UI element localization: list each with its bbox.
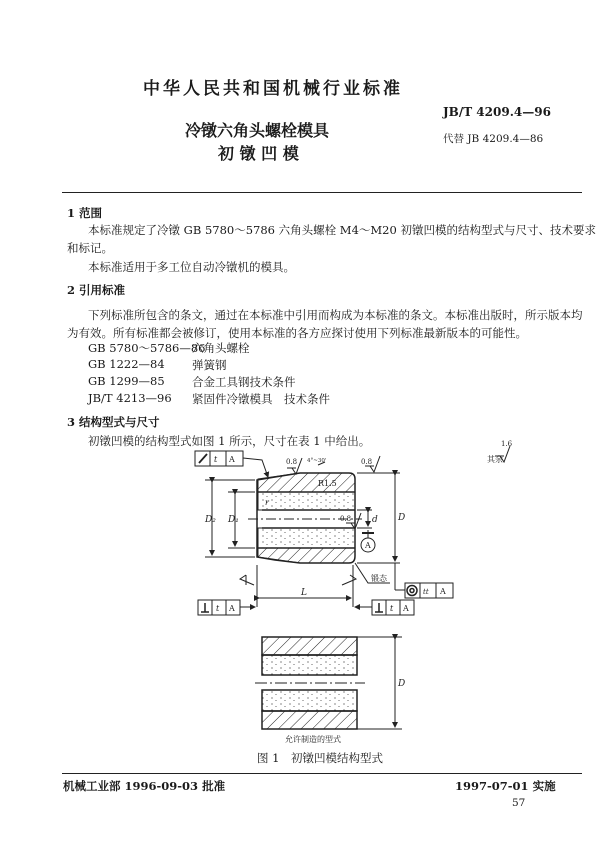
tolerance-t: t	[390, 604, 394, 613]
datum-ref: A	[229, 455, 235, 464]
tolerance-t: t	[214, 455, 218, 464]
radius-label: R1.5	[318, 479, 337, 488]
alt-form-caption: 允许制造的型式	[285, 735, 341, 744]
replaces-standard: 代替 JB 4209.4—86	[443, 133, 544, 145]
doc-title-line1: 冷镦六角头螺栓模具	[185, 121, 330, 140]
anneal-label: 锻态	[371, 574, 387, 583]
D2-label: D₂	[205, 515, 216, 525]
figure-caption: 图 1 初镦凹模结构型式	[257, 751, 383, 765]
reference-code: GB 1222—84	[88, 357, 165, 371]
standard-number: JB/T 4209.4—96	[443, 105, 551, 119]
section-3-heading: 3 结构型式与尺寸	[67, 415, 160, 429]
angle-label: 4°~30'	[307, 458, 327, 464]
effective-date: 1997-07-01 实施	[455, 779, 556, 793]
reference-title: 合金工具钢技术条件	[192, 375, 296, 389]
section-2-para: 为有效。所有标准都会被修订，使用本标准的各方应探讨使用下列标准最新版本的可能性。	[67, 326, 527, 340]
doc-title-line2: 初 镦 凹 模	[218, 144, 299, 163]
org-title: 中华人民共和国机械行业标准	[143, 79, 403, 99]
datum-ref: A	[403, 604, 409, 613]
footer-rule	[62, 773, 582, 774]
page-number: 57	[512, 797, 526, 809]
section-3-para: 初镦凹模的结构型式如图 1 所示，尺寸在表 1 中给出。	[88, 434, 371, 448]
section-2-heading: 2 引用标准	[67, 283, 126, 297]
D-label: D	[398, 513, 406, 523]
section-1-para: 本标准规定了冷镦 GB 5780～5786 六角头螺栓 M4～M20 初镦凹模的结构型式与尺寸、技术要求	[88, 223, 596, 237]
r-label: r	[265, 498, 269, 507]
reference-title: 六角头螺栓	[192, 341, 250, 355]
tolerance-tt: tt	[423, 588, 429, 596]
D1-label: D₁	[228, 515, 239, 525]
reference-title: 紧固件冷镦模具 技术条件	[192, 392, 330, 406]
roughness-value: 0.8	[286, 458, 298, 466]
section-1-para: 本标准适用于多工位自动冷镦机的模具。	[88, 260, 295, 274]
roughness-value: 0.8	[361, 458, 373, 466]
D-label: D	[398, 679, 406, 689]
tolerance-t: t	[216, 604, 220, 613]
reference-title: 弹簧钢	[192, 358, 227, 372]
roughness-value: 0.8	[340, 515, 352, 523]
reference-code: GB 5780～5786—86	[88, 341, 206, 355]
datum-ref: A	[440, 587, 446, 596]
rest-roughness-label: 其余	[487, 455, 503, 464]
datum-ref: A	[229, 604, 235, 613]
section-1-para: 和标记。	[67, 241, 113, 255]
reference-code: GB 1299—85	[88, 374, 165, 388]
d-label: d	[372, 515, 378, 525]
datum-A-label: A	[365, 541, 371, 550]
section-1-heading: 1 范围	[67, 206, 103, 220]
section-2-para: 下列标准所包含的条文，通过在本标准中引用而构成为本标准的条文。本标准出版时，所示版本均	[88, 308, 583, 322]
rest-roughness-value: 1.6	[501, 440, 513, 448]
L-label: L	[301, 588, 307, 598]
approval-date: 机械工业部 1996-09-03 批准	[63, 779, 226, 793]
reference-code: JB/T 4213—96	[88, 391, 172, 405]
